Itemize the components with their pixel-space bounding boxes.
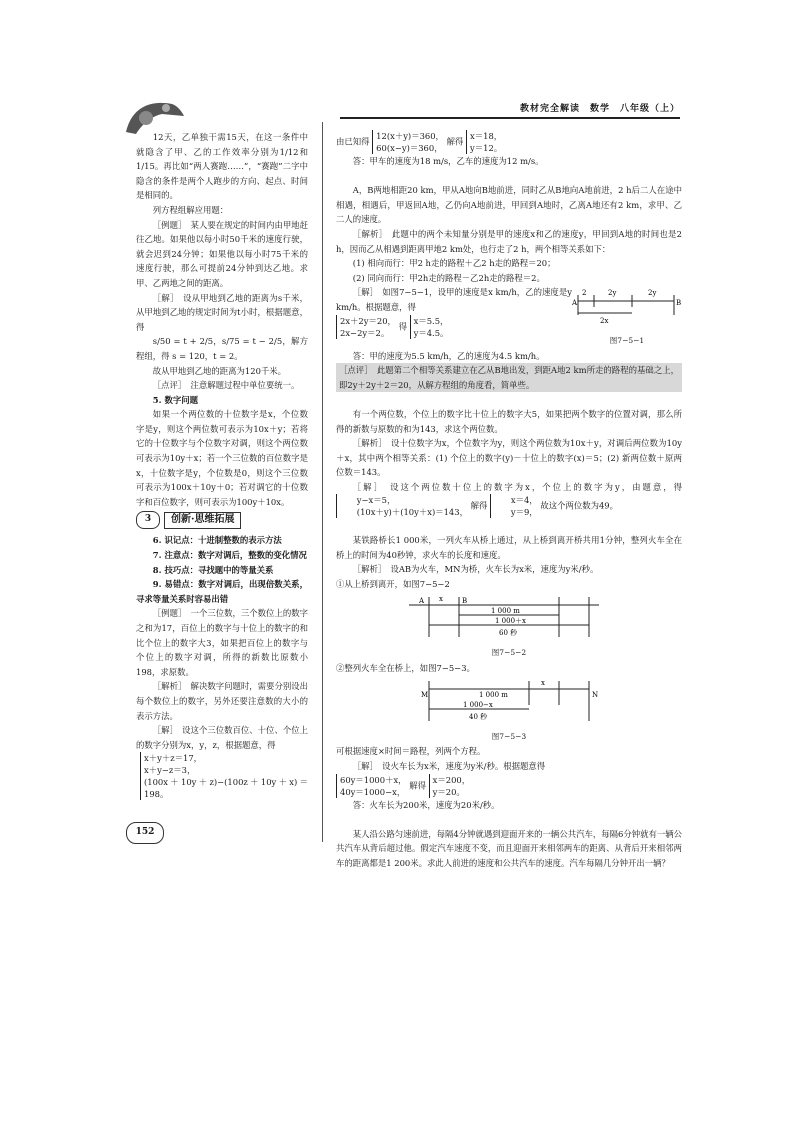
- paragraph: 列方程组解应用题：: [152, 204, 229, 215]
- solution-intro: ［解］ 如图7−5−1，设甲的速度是x km/h，乙的速度是y km/h。根据题意，得: [336, 287, 572, 312]
- equation-system: s/50 = t + 2/5，s/75 = t − 2/5，解方程组，得 s = 120，t = 2。: [136, 336, 308, 361]
- analysis: ［解析］ 解决数字问题时，需要分别设出每个数位上的数字，另外还要注意数的大小的表示方法。: [136, 681, 308, 721]
- svg-text:M: M: [421, 691, 429, 700]
- equation: x＋y−z＝3，: [144, 765, 196, 776]
- key-point: 7. 注意点：数字对调后，整数的变化情况: [152, 550, 307, 561]
- equation-system: 60y＝1000＋x， 40y＝1000−x，: [336, 774, 407, 798]
- equation-rule: 可根据速度×时间＝路程，列两个方程。: [336, 746, 486, 757]
- paragraph: 12天，乙单独干需15天，在这一条件中就隐含了甲、乙的工作效率分别为1/12和1/15。再比如“两人赛跑……”，“赛跑”二字中隐含的条件是两个人跑步的方向、起点、时间是相同的。: [136, 132, 308, 201]
- result-system: x＝18， y＝12。: [466, 130, 502, 154]
- problem-text: 某铁路桥长1 000米，一列火车从桥上通过，从上桥到离开桥共用1分钟，整列火车全在桥上的时间为40秒钟，求火车的长度和速度。: [336, 535, 682, 560]
- fig3-mid-label: 1 000−x: [463, 701, 493, 710]
- fig3-bot-label: 40 秒: [469, 713, 488, 722]
- section-number: 3: [136, 511, 160, 529]
- equation-system: 12(x＋y)＝360， 60(x−y)＝360，: [372, 130, 444, 154]
- key-point: 8. 技巧点：寻找题中的等量关系: [152, 564, 274, 575]
- problem-text: 有一个两位数，个位上的数字比十位上的数字大5，如果把两个数字的位置对调，那么所得的新数与原数的和为143，求这个两位数。: [336, 408, 682, 434]
- train-bridge-diagram: [399, 591, 619, 641]
- label-2y-2: 2y: [648, 289, 657, 298]
- solution-intro: ［解］ 设这个三位数百位、十位、个位上的数字分别为x，y，z，根据题意，得: [136, 725, 308, 750]
- case-line: ②整列火车全在桥上，如图7−5−3。: [336, 662, 475, 673]
- problem-text: 某人沿公路匀速前进，每隔4分钟就遇到迎面开来的一辆公共汽车，每隔6分钟就有一辆公共汽车从背后超过他。假定汽车速度不变，而且迎面开来相邻两车的距离、从背后开来相邻两车的距离都是1 200米。求此人前进的速度和公共汽车的速度。汽车每隔几分钟开出一辆？: [336, 828, 682, 868]
- intro-line: 由已知得 12(x＋y)＝360， 60(x−y)＝360， 解得 x＝18， y＝12。: [336, 131, 503, 153]
- header-title: 教材完全解读 数学 八年级（上）: [519, 104, 680, 114]
- key-point: 9. 易错点：数字对调后，出现倍数关系，寻求等量关系时容易出错: [136, 579, 308, 604]
- answer-line: 故从甲地到乙地的距离为120千米。: [152, 365, 287, 376]
- page-number: 152: [126, 822, 164, 844]
- label-2x: 2x: [600, 317, 609, 326]
- comment-note: ［点评］ 此题第二个相等关系建立在乙从B地出发，到距A地2 km所走的路程的基础之上，即2y＋2y＋2＝20，从解方程组的角度看，简单些。: [336, 363, 682, 392]
- analysis: ［解析］ 设十位数字为x，个位数字为y，则这个两位数为10x＋y，对调后两位数为10y＋x，其中两个相等关系：(1) 个位上的数字(y)－十位上的数字(x)＝5；(2) 新两位数＋原两位数＝143。: [336, 438, 682, 478]
- solution-intro: ［解］ 设从甲地到乙地的距离为s千米，从甲地到乙地的规定时间为t小时，根据题意，得: [136, 292, 308, 332]
- column-divider: [322, 122, 323, 842]
- label-b: B: [676, 299, 682, 308]
- label-a: A: [572, 299, 578, 308]
- section-label: 创新·思维拓展: [164, 512, 241, 529]
- relation: (2) 同向而行：甲2h走的路程－乙2h走的路程＝2。: [352, 272, 545, 283]
- page-header: [340, 101, 680, 119]
- svg-text:N: N: [592, 691, 599, 700]
- figure-caption: 图7−5−2: [491, 648, 527, 658]
- figure-caption: 图7−5−1: [609, 335, 645, 345]
- case-line: ①从上桥到离开，如图7−5−2: [336, 578, 450, 589]
- comment-line: ［点评］ 注意解题过程中单位要统一。: [152, 380, 300, 391]
- result-system: x＝5.5， y＝4.5。: [410, 315, 449, 339]
- equation: x＋y＋z＝17，: [144, 753, 203, 764]
- figure-caption: 图7−5−3: [491, 731, 527, 741]
- answer-line: 答：甲的速度为5.5 km/h，乙的速度为4.5 km/h。: [352, 350, 545, 361]
- relation: (1) 相向而行：甲2 h走的路程＋乙2 h走的路程＝20；: [352, 258, 556, 269]
- subsection-title: 5. 数字问题: [152, 394, 198, 405]
- section-banner: [136, 511, 308, 529]
- paragraph: 如果一个两位数的十位数字是x，个位数字是y，则这个两位数可表示为10x＋y；若将它的十位数字与个位数字对调，则这个两位数可表示为10y＋x；若一个三位数的百位数字是x，十位数字是y，个位数是0，则这个三位数可表示为100x＋10y＋0；若对调它的十位数字和百位数字，则可表示为100y＋10x。: [136, 409, 308, 507]
- solution-systems: 60y＝1000＋x， 40y＝1000−x， 解得 x＝200， y＝20。: [336, 774, 682, 798]
- fig3-top-label: 1 000 m: [479, 691, 508, 700]
- svg-text:B: B: [462, 597, 468, 606]
- equation: (100x＋10y＋z)−(100z＋10y＋x)＝198。: [144, 777, 308, 800]
- equation-system: [140, 752, 308, 800]
- solution-with-figure: ［解］ 如图7−5−1，设甲的速度是x km/h，乙的速度是y km/h。根据题意，得 2x＋2y＝20， 2x−2y＝2。 得 x＝5.5， y＝4.5。 A B 2 2y 2y 2x 图7−5−1: [336, 285, 682, 348]
- figure-7-5-3: [336, 675, 682, 744]
- svg-text:x: x: [541, 679, 545, 688]
- train-bridge-diagram: [399, 675, 619, 725]
- fig2-top-label: 1 000 m: [491, 607, 520, 616]
- analysis: ［解析］ 设AB为火车，MN为桥，火车长为x米，速度为y米/秒。: [352, 564, 599, 575]
- fig2-mid-label: 1 000＋x: [495, 617, 526, 626]
- right-column: [336, 130, 682, 871]
- label-2y-1: 2y: [608, 289, 617, 298]
- equation-system: y−x＝5， (10x＋y)＋(10y＋x)＝143，: [336, 494, 468, 518]
- figure-7-5-2: [336, 591, 682, 660]
- svg-text:x: x: [439, 595, 443, 604]
- result-system: x＝4， y＝9，: [490, 494, 538, 518]
- example-problem: ［例题］ 某人要在规定的时间内由甲地赶往乙地。如果他以每小时50千米的速度行驶，就会迟到24分钟；如果他以每小时75千米的速度行驶，那么可提前24分钟到达乙地。求甲、乙两地之间的距离。: [136, 219, 308, 288]
- example-problem: ［例题］ 一个三位数，三个数位上的数字之和为17，百位上的数字与十位上的数字的和比个位上的数字大3，如果把百位上的数字与个位上的数字对调，所得的新数比原数小198，求原数。: [136, 608, 308, 677]
- figure-7-5-1: [572, 285, 682, 348]
- analysis: ［解析］ 此题中的两个未知量分别是甲的速度x和乙的速度y，甲回到A地的时间也是2 h，因而乙从相遇到距离甲地2 km处，也行走了2 h，两个相等关系如下：: [336, 228, 682, 254]
- answer-line: 答：甲车的速度为18 m/s，乙车的速度为12 m/s。: [352, 156, 544, 166]
- problem-text: A，B两地相距20 km，甲从A地向B地前进，同时乙从B地向A地前进，2 h后二人在途中相遇，相遇后，甲返回A地，乙仍向A地前进，甲回到A地时，乙离A地还有2 km，求甲、乙二人的速度。: [336, 185, 682, 225]
- label-2: 2: [582, 289, 587, 298]
- answer-line: 答：火车长为200米，速度为20米/秒。: [352, 799, 500, 810]
- segment-diagram: [572, 285, 682, 329]
- fig2-bot-label: 60 秒: [499, 629, 518, 638]
- key-point: 6. 识记点：十进制整数的表示方法: [152, 535, 282, 546]
- solution: ［解］ 设这个两位数十位上的数字为x，个位上的数字为y，由题意，得 y−x＝5， (10x＋y)＋(10y＋x)＝143， 解得 x＝4， y＝9， 故这个两位数为49。: [336, 480, 682, 519]
- left-column: [136, 130, 308, 800]
- equation-system: 2x＋2y＝20， 2x−2y＝2。: [336, 315, 396, 339]
- solution-intro: ［解］ 设火车长为x米，速度为y米/秒。根据题意得: [352, 761, 546, 771]
- svg-text:A: A: [419, 597, 425, 606]
- result-system: x＝200， y＝20。: [429, 774, 470, 798]
